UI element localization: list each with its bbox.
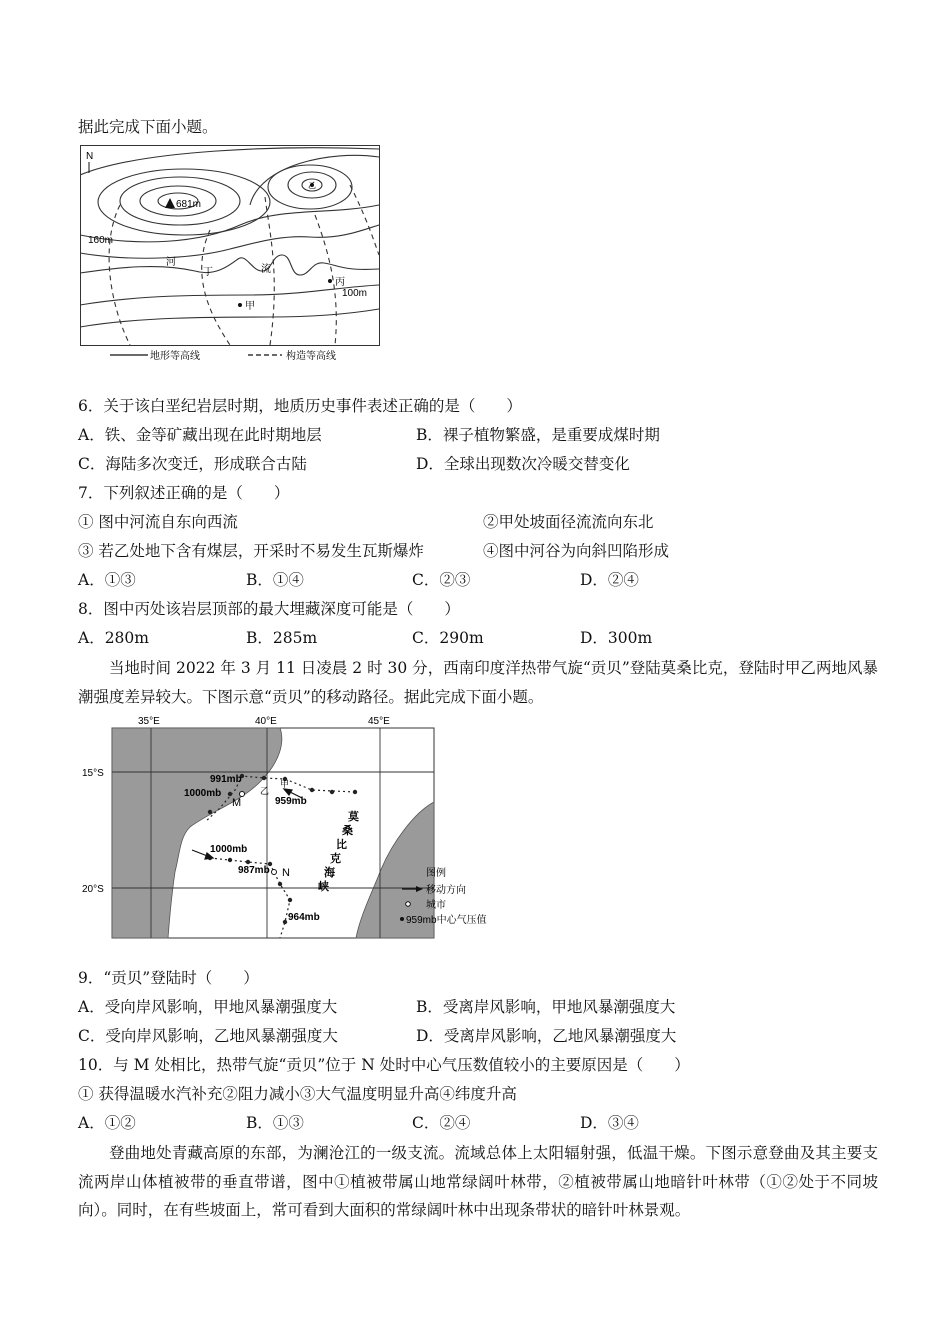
pressure-1000a-label: 1000mb [184, 788, 222, 799]
q8-stem: 8．图中丙处该岩层顶部的最大埋藏深度可能是（ ） [78, 600, 460, 618]
q8-option-d: D．300m [580, 629, 653, 647]
q9-stem: 9．“贡贝”登陆时（ ） [78, 969, 259, 987]
point-ding-label: 丁 [203, 267, 213, 278]
q7-statement-2: ②甲处坡面径流流向东北 [483, 513, 654, 531]
pressure-964-label: 964mb [288, 912, 320, 923]
q9-option-c: C．受向岸风影响，乙地风暴潮强度大 [78, 1027, 338, 1045]
q7-statement-3: ③ 若乙处地下含有煤层，开采时不易发生瓦斯爆炸 [78, 542, 424, 560]
lat-15-label: 15°S [82, 768, 104, 779]
point-yi-label: 乙 [308, 181, 316, 190]
q6-option-c: C．海陆多次变迁，形成联合古陆 [78, 455, 307, 473]
q7-statement-4: ④图中河谷为向斜凹陷形成 [483, 542, 670, 560]
legend-city-icon [406, 902, 411, 907]
svg-text:海: 海 [324, 867, 335, 879]
q7-option-c: C．②③ [412, 571, 471, 589]
svg-text:比: 比 [336, 839, 347, 851]
q10-statements: ① 获得温暖水汽补充②阻力减小③大气温度明显升高④纬度升高 [78, 1085, 517, 1103]
legend-topo-label: 地形等高线 [150, 351, 200, 362]
north-label: N [86, 151, 94, 162]
q6-option-b: B．裸子植物繁盛，是重要成煤时期 [416, 426, 660, 444]
lon-40-label: 40°E [255, 716, 277, 727]
q7-option-d: D．②④ [580, 571, 639, 589]
svg-text:克: 克 [330, 853, 341, 865]
point-yi-map2-label: 乙 [260, 786, 270, 796]
pressure-987-label: 987mb [238, 865, 270, 876]
svg-text:桑: 桑 [342, 825, 353, 837]
lon-45-label: 45°E [368, 716, 390, 727]
point-bing-label: 丙 [335, 277, 345, 288]
svg-text:峡: 峡 [318, 881, 329, 893]
river-label-1: 河 [166, 257, 176, 268]
q10-option-b: B．①③ [246, 1114, 304, 1132]
intro-text-3: 登曲地处青藏高原的东部，为澜沧江的一级支流。流域总体上太阳辐射强，低温干燥。下图示意登曲及其主要支流两岸山体植被带的垂直带谱，图中①植被带属山地常绿阔叶林带，②植被带属山地暗针叶林带（①②处于不同坡向）。同时，在有些坡面上，常可看到大面积的常绿阔叶林中出现条带状的暗针叶林景观。 [78, 1144, 878, 1219]
q7-option-a: A．①③ [78, 571, 136, 589]
q10-option-a: A．①② [78, 1114, 136, 1132]
q7-statement-1: ① 图中河流自东向西流 [78, 513, 238, 531]
legend-title: 图例 [426, 868, 446, 879]
q10-stem: 10．与 M 处相比，热带气旋“贡贝”位于 N 处时中心气压数值较小的主要原因是（ ） [78, 1056, 690, 1074]
q8-option-a: A．280m [78, 629, 149, 647]
q10-option-d: D．③④ [580, 1114, 639, 1132]
q9-option-a: A．受向岸风影响，甲地风暴潮强度大 [78, 998, 338, 1016]
legend-pressure-label: 959mb中心气压值 [406, 915, 487, 926]
pressure-959-label: 959mb [275, 796, 307, 807]
pressure-991-label: 991mb [210, 774, 242, 785]
river-label-2: 流 [261, 264, 271, 275]
intro-text-2: 当地时间 2022 年 3 月 11 日凌晨 2 时 30 分，西南印度洋热带气旋“贡贝”登陆莫桑比克，登陆时甲乙两地风暴潮强度差异较大。下图示意“贡贝”的移动路径。据此完成下面小题。 [78, 659, 878, 706]
lon-35-label: 35°E [138, 716, 160, 727]
lat-20-label: 20°S [82, 884, 104, 895]
point-jia-label: 甲 [245, 301, 255, 312]
contour-100-label: 100m [342, 288, 368, 299]
city-n-label: N [282, 867, 290, 879]
legend-point-icon [400, 917, 404, 921]
legend-move-label: 移动方向 [426, 885, 466, 896]
svg-text:莫: 莫 [348, 811, 359, 823]
q6-stem: 6．关于该白垩纪岩层时期，地质历史事件表述正确的是（ ） [78, 397, 522, 415]
legend-struct-label: 构造等高线 [286, 351, 336, 362]
contour-map [80, 145, 380, 363]
q10-option-c: C．②④ [412, 1114, 471, 1132]
q8-option-b: B．285m [246, 629, 318, 647]
city-m-label: M [232, 797, 242, 809]
q9-option-d: D．受离岸风影响，乙地风暴潮强度大 [416, 1027, 677, 1045]
q9-option-b: B．受离岸风影响，甲地风暴潮强度大 [416, 998, 676, 1016]
pressure-1000b-label: 1000mb [210, 844, 248, 855]
q6-option-d: D．全球出现数次冷暖交替变化 [416, 455, 630, 473]
cyclone-track-map [80, 712, 510, 944]
q7-stem: 7．下列叙述正确的是（ ） [78, 484, 290, 502]
q8-option-c: C．290m [412, 629, 484, 647]
q7-option-b: B．①④ [246, 571, 304, 589]
legend-city-label: 城市 [426, 900, 446, 911]
intro-text-1: 据此完成下面小题。 [78, 118, 218, 136]
contour-160-label: 160m [88, 235, 114, 246]
q6-option-a: A．铁、金等矿藏出现在此时期地层 [78, 426, 322, 444]
point-jia-map2-label: 甲 [280, 779, 290, 789]
peak-label: 681m [176, 199, 202, 210]
